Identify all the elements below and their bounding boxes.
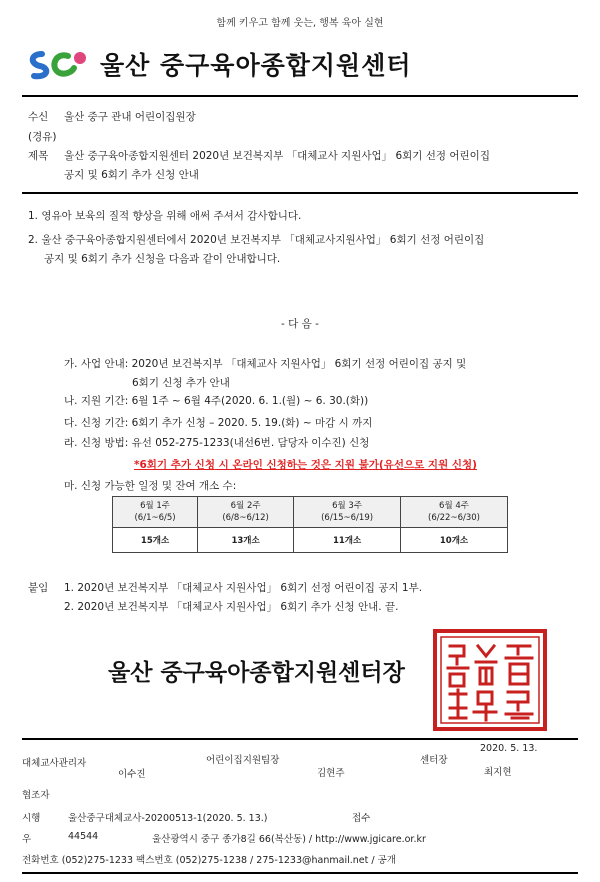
sender-name: 울산 중구육아종합지원센터장	[108, 660, 405, 686]
address: 울산광역시 중구 종가8길 66(복산동) / http://www.jgicare.or.kr	[152, 834, 426, 845]
subject-line2: 공지 및 6회기 추가 신청 안내	[64, 169, 199, 181]
approver-name-2: 김현주	[317, 768, 345, 779]
contact-info: 전화번호 (052)275-1233 팩스번호 (052)275-1238 / 275-1233@hanmail.net / 공개	[22, 855, 396, 866]
table-header-cell: 6월 3주 (6/15~6/19)	[294, 497, 401, 528]
approval-date: 2020. 5. 13.	[480, 743, 538, 754]
approver-name-3: 최지현	[484, 767, 512, 778]
table-header-cell: 6월 4주 (6/22~6/30)	[401, 497, 508, 528]
slot-count-cell: 11개소	[294, 528, 401, 553]
org-title: 울산 중구육아종합지원센터	[100, 51, 412, 80]
attachment-2: 2. 2020년 보건복지부 「대체교사 지원사업」 6회기 추가 신청 안내. 끝.	[64, 601, 399, 613]
paragraph-2-line2: 공지 및 6회기 추가 신청을 다음과 같이 안내합니다.	[44, 253, 281, 265]
slot-count-cell: 15개소	[113, 528, 198, 553]
slogan: 함께 키우고 함께 웃는, 행복 육아 실현	[216, 18, 384, 29]
item-ga-line1: 가. 사업 안내: 2020년 보건복지부 「대체교사 지원사업」 6회기 선정 어린이집 공지 및	[64, 358, 467, 370]
item-ra: 라. 신청 방법: 유선 052-275-1233(내선6번. 담당자 이수진) 신청	[64, 437, 370, 449]
table-header-cell: 6월 2주 (6/8~6/12)	[198, 497, 294, 528]
footer-divider	[22, 738, 578, 740]
header-divider	[22, 95, 578, 97]
subject-line1: 울산 중구육아종합지원센터 2020년 보건복지부 「대체교사 지원사업」 6회기 선정 어린이집	[64, 150, 490, 162]
paragraph-2-line1: 2. 울산 중구육아종합지원센터에서 2020년 보건복지부 「대체교사지원사업」 6회기 선정 어린이집	[28, 234, 485, 246]
recipient-label: 수신	[28, 111, 49, 123]
zip-label: 우	[22, 834, 32, 845]
via: (경유)	[28, 131, 57, 143]
item-da: 다. 신청 기간: 6회기 추가 신청 – 2020. 5. 19.(화) ~ 마감 시 까지	[64, 417, 373, 429]
execution-label: 시행	[22, 813, 41, 824]
cooperator-label: 협조자	[22, 790, 50, 801]
approver-role-3: 센터장	[420, 755, 448, 766]
item-ga-line2: 6회기 신청 추가 안내	[132, 377, 230, 389]
recipient: 울산 중구 관내 어린이집원장	[64, 111, 196, 123]
subject-divider	[22, 192, 578, 194]
paragraph-1: 1. 영유아 보육의 질적 향상을 위해 애써 주셔서 감사합니다.	[28, 210, 302, 222]
approver-role-2: 어린이집지원팀장	[206, 755, 280, 766]
item-ma: 마. 신청 가능한 일정 및 잔여 개소 수:	[64, 480, 237, 492]
table-row	[113, 528, 508, 553]
zip-code: 44544	[68, 831, 99, 842]
bottom-divider	[22, 872, 578, 874]
table-header-row	[113, 497, 508, 528]
da-eum-heading: - 다 음 -	[281, 318, 319, 330]
slot-count-cell: 10개소	[401, 528, 508, 553]
table-header-cell: 6월 1주 (6/1~6/5)	[113, 497, 198, 528]
execution-number: 울산중구대체교사-20200513-1(2020. 5. 13.)	[68, 813, 268, 824]
slot-count-cell: 13개소	[198, 528, 294, 553]
online-not-allowed-note: *6회기 추가 신청 시 온라인 신청하는 것은 지원 불가(유선으로 지원 신청)	[134, 459, 477, 471]
center-logo-icon	[28, 44, 90, 84]
official-seal-icon	[432, 628, 548, 732]
remaining-slots-table	[112, 496, 508, 553]
subject-label: 제목	[28, 150, 49, 162]
approver-role-1: 대체교사관리자	[22, 758, 87, 769]
attachments-label: 붙임	[28, 582, 49, 594]
approver-name-1: 이수진	[118, 769, 146, 780]
attachment-1: 1. 2020년 보건복지부 「대체교사 지원사업」 6회기 선정 어린이집 공지 1부.	[64, 582, 423, 594]
receipt-label: 접수	[352, 813, 371, 824]
item-na: 나. 지원 기간: 6월 1주 ~ 6월 4주(2020. 6. 1.(월) ~ 6. 30.(화))	[64, 395, 369, 407]
